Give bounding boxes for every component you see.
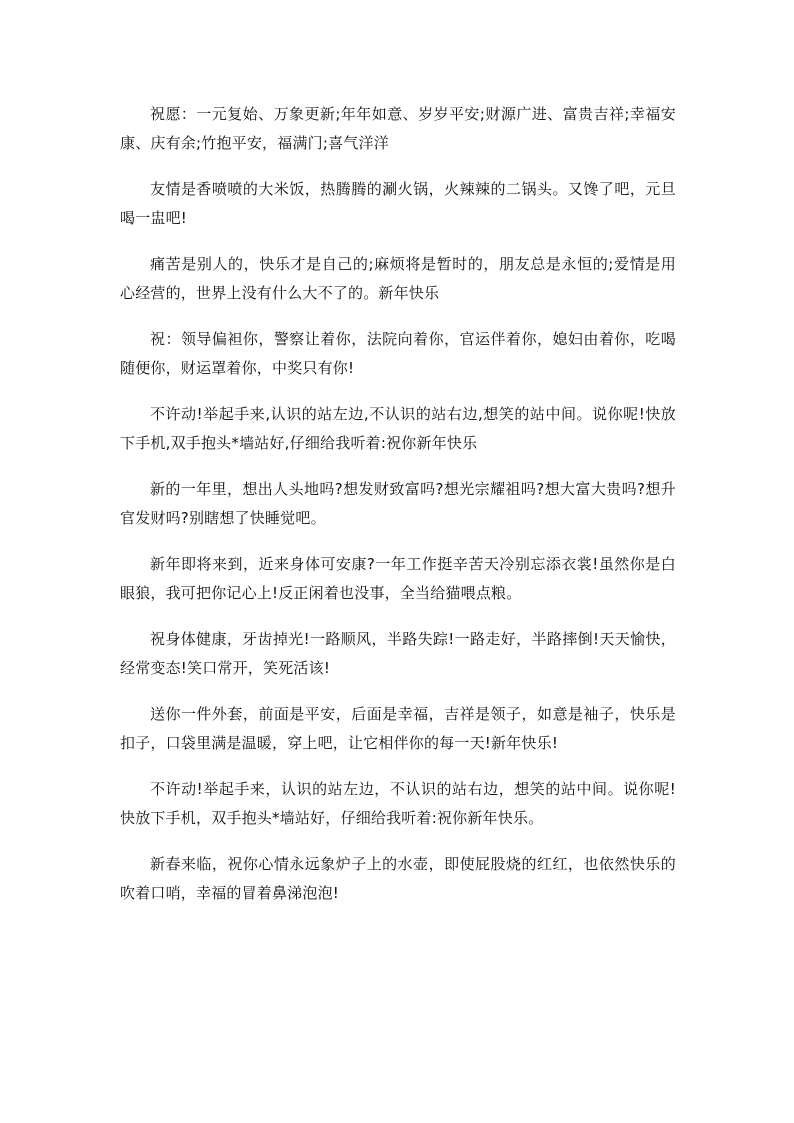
paragraph-9: 送你一件外套，前面是平安，后面是幸福，吉祥是领子，如意是袖子，快乐是扣子，口袋里满是温暖，穿上吧，让它相伴你的每一天!新年快乐!: [120, 705, 676, 752]
paragraph-2: 友情是香喷喷的大米饭，热腾腾的涮火锅，火辣辣的二锅头。又馋了吧，元旦喝一盅吧!: [120, 180, 676, 227]
document-body: [120, 100, 676, 925]
paragraph-10: 不许动!举起手来，认识的站左边，不认识的站右边，想笑的站中间。说你呢!快放下手机，双手抱头*墙站好，仔细给我听着:祝你新年快乐。: [120, 780, 676, 827]
paragraph-5: 不许动!举起手来,认识的站左边,不认识的站右边,想笑的站中间。说你呢!快放下手机,双手抱头*墙站好,仔细给我听着:祝你新年快乐: [120, 405, 676, 452]
paragraph-11: 新春来临，祝你心情永远象炉子上的水壶，即使屁股烧的红红，也依然快乐的吹着口哨，幸福的冒着鼻涕泡泡!: [120, 855, 676, 902]
paragraph-4: 祝：领导偏袒你，警察让着你，法院向着你，官运伴着你，媳妇由着你，吃喝随便你，财运罩着你，中奖只有你!: [120, 330, 676, 377]
paragraph-7: 新年即将来到，近来身体可安康?一年工作挺辛苦天冷别忘添衣裳!虽然你是白眼狼，我可把你记心上!反正闲着也没事，全当给猫喂点粮。: [120, 555, 676, 602]
paragraph-3: 痛苦是别人的，快乐才是自己的;麻烦将是暂时的，朋友总是永恒的;爱情是用心经营的，世界上没有什么大不了的。新年快乐: [120, 255, 676, 302]
paragraph-1: 祝愿：一元复始、万象更新;年年如意、岁岁平安;财源广进、富贵吉祥;幸福安康、庆有余;竹抱平安，福满门;喜气洋洋: [120, 105, 676, 152]
paragraph-8: 祝身体健康，牙齿掉光!一路顺风，半路失踪!一路走好，半路摔倒!天天愉快，经常变态!笑口常开，笑死活该!: [120, 630, 676, 677]
paragraph-6: 新的一年里，想出人头地吗?想发财致富吗?想光宗耀祖吗?想大富大贵吗?想升官发财吗?别瞎想了快睡觉吧。: [120, 480, 676, 527]
